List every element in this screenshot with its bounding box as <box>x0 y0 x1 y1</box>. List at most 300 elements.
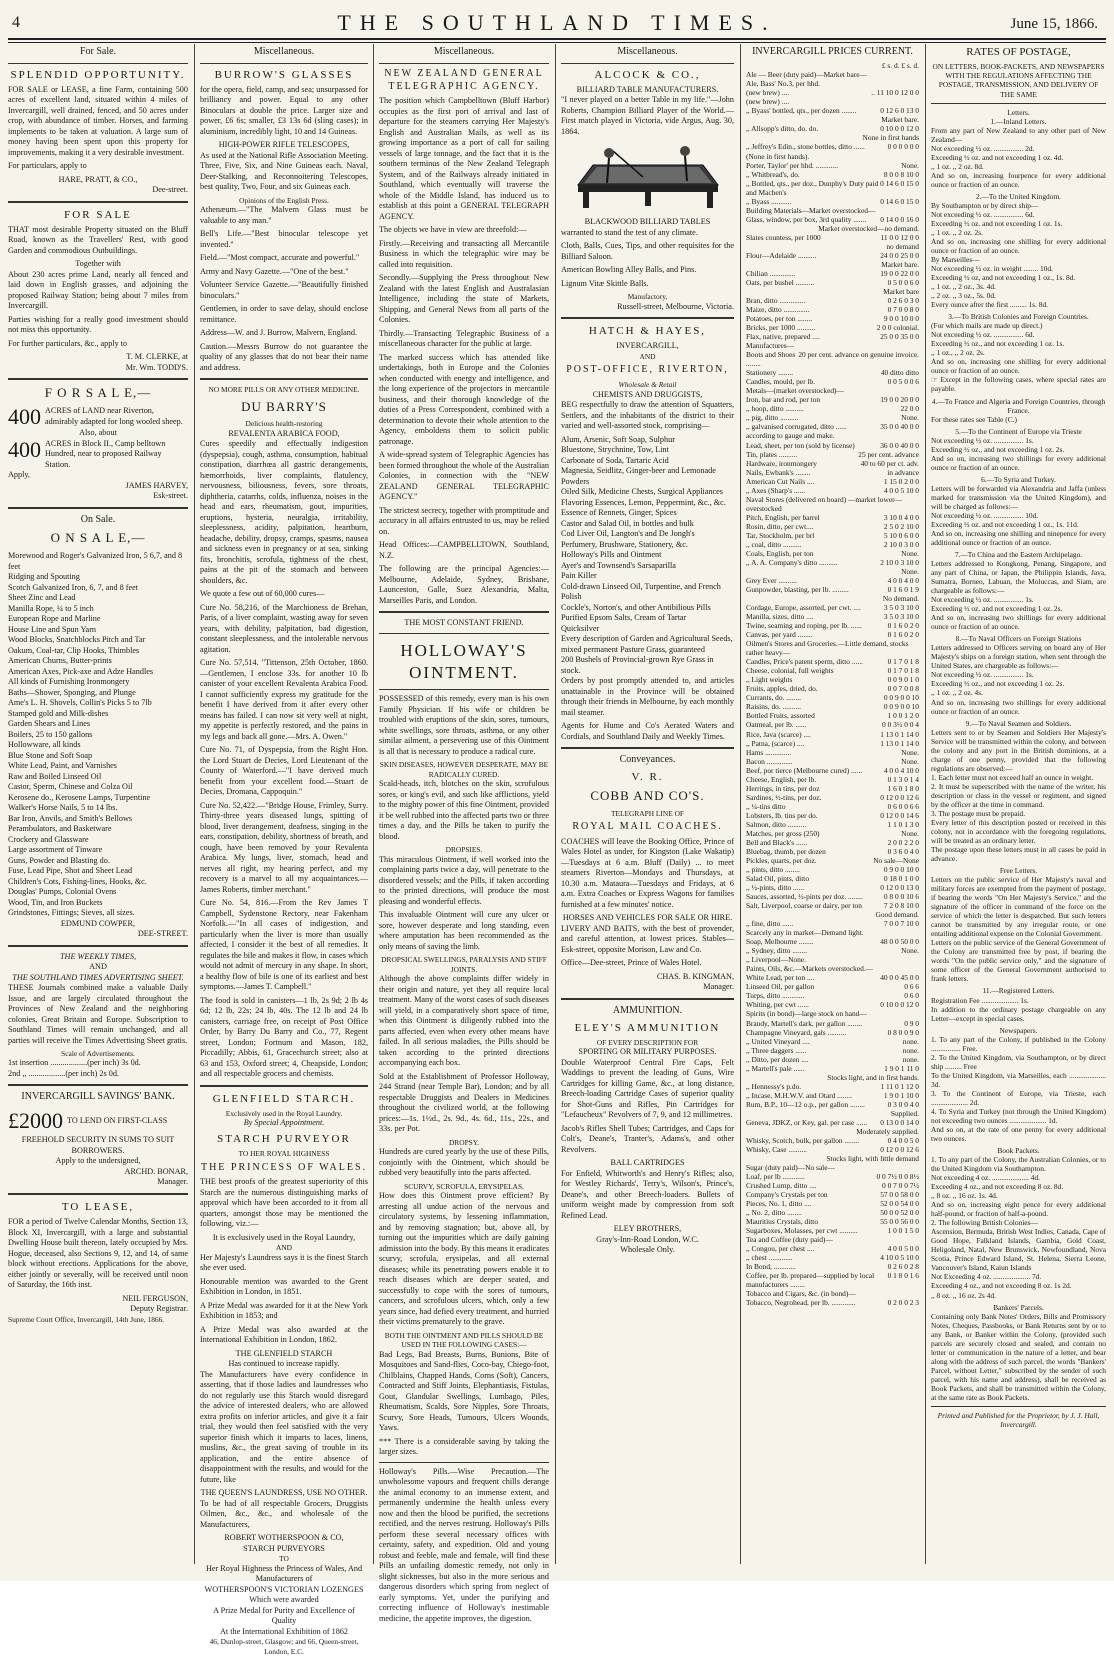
price-item: overstocked <box>746 503 782 513</box>
price-item: Gunpowder, blasting, per lb. ......... <box>746 585 849 594</box>
ad-agent: JAMES HARVEY, <box>125 480 188 490</box>
price-item: Loaf, per lb ............ <box>746 1172 805 1182</box>
price-item: Cordage, Europe, assorted, per cwt. .... <box>746 603 861 613</box>
subsection-title: 6.—To Syria and Turkey. <box>981 474 1056 484</box>
ad-footer: Supreme Court Office, Invercargill, 14th June, 1866. <box>8 1314 165 1324</box>
ad-agent-address: Deputy Registrar. <box>130 1304 188 1313</box>
price-row <box>746 838 919 847</box>
price-item: Candles, mould, per lb. <box>746 377 815 387</box>
price-item: ,, A. A. Company's ditto .......... <box>746 557 838 567</box>
column-2 <box>200 44 368 1656</box>
price-value: 0 8 0 0 10 6 <box>883 892 919 902</box>
price-row <box>746 603 919 612</box>
price-row <box>746 973 919 982</box>
price-item: Twine, seaming and roping, per lb. ...... <box>746 621 862 631</box>
price-item: according to gauge and make. <box>746 431 835 441</box>
price-item: Oatmeal, per lb. ...... <box>746 720 807 730</box>
price-item: Manufactures— <box>746 341 795 351</box>
price-row <box>746 260 919 269</box>
list-item: Kerosene do., Kerosene Lamps, Turpentine <box>8 792 151 802</box>
price-value: Stocks light, with little demand <box>826 1153 919 1163</box>
ad-body: Parties wishing for a really good investment should not miss this opportunity. <box>8 314 188 335</box>
price-value: 3 5 0 3 10 0 <box>883 603 919 613</box>
price-item: Slates countess, per 1000 <box>746 232 821 242</box>
section-subtitle: ON LETTERS, BOOK-PACKETS, AND NEWSPAPERS WITH THE REGULATIONS AFFECTING THE POSTAGE, TRANSMISSION, AND DELIVERY OF THE SAME <box>932 62 1105 99</box>
price-value: 0 1 7 0 1 8 <box>887 666 919 676</box>
ad-body: Cure No. 58,216, of the Marchioness de Brehan, Paris, of a liver complaint, wasting away for seven years, with debility, palpitation, bad digestion, constant sleeplessness, and the intolerable nervous agitation. <box>200 602 368 654</box>
ad-body: THAT most desirable Property situated on the Bluff Road, known as the Travellers' Rest, with good Garden and commodious Outbuildings. <box>8 224 188 255</box>
list-item: Sheet Zinc and Lead <box>8 593 76 602</box>
price-value: none. <box>902 1036 919 1046</box>
price-value: 25 0 0 35 0 0 <box>880 332 919 342</box>
ad-subtitle: THE GLENFIELD STARCH <box>235 1348 333 1358</box>
price-row <box>746 1037 919 1046</box>
price-row <box>746 224 919 233</box>
price-item: ,, ½-pints, ditto ...... <box>746 883 805 893</box>
ad-text: Has continued to increase rapidly. <box>228 1359 340 1369</box>
postage-rates: Letters will be forwarded via Alexandria and Jaffa (unless marked for transmission via the United Kingdom), and will be charged as follows:— Not exceeding ½ oz. ................ 10d. Exceeding ½ oz. and not exceeding 1 oz., 1s. 11d. And so on, increasing one shilling and ninepence for every additional ounce or fraction of an ounce. <box>931 483 1106 547</box>
ad-body: Cure No. 54, 816.—From the Rev James T Campbell, Sydenstone Rectory, near Fakenham Norfolk.—"In all cases of indigestion, and particularly when the liver is more than usually affected, I consider it the best of all remedies. It regulates the bile and makes it flow, in cases which would not admit of mercury in any shape. In short, a healthy flow of bile is one of its earliest and best symptoms.—James T. Campbell." <box>200 898 368 992</box>
price-value: 8 0 0 8 10 0 <box>883 169 919 179</box>
price-item: ,, Sydney, ditto ........ <box>746 946 808 956</box>
list-item: American Churns, Butter-prints <box>8 656 112 665</box>
price-row <box>746 901 919 910</box>
ad-body: BEG respectfully to draw the attention of Squatters, Settlers, and the inhabitants of the district to their varied and well-assorted stock, comprising— <box>561 400 734 431</box>
column-rule <box>925 44 926 1564</box>
price-row <box>746 377 919 386</box>
list-item: Carbonate of Soda, Tartaric Acid <box>561 455 669 465</box>
ad-subtitle: SCURVY, SCROFULA, ERYSIPELAS. <box>404 1181 524 1191</box>
price-item: In Bond, ............ <box>746 1262 796 1272</box>
price-value: 0 12 6 0 13 0 <box>880 106 919 116</box>
price-value: 0 12 0 0 14 6 <box>880 810 919 820</box>
price-item: Pickles, quarts, per doz. <box>746 855 817 865</box>
price-value: in advance <box>887 467 919 477</box>
ad-agent: NEIL FERGUSON, <box>122 1293 188 1303</box>
newspaper-title: THE SOUTHLAND TIMES. <box>337 10 777 35</box>
price-row <box>746 1289 919 1298</box>
price-row <box>746 955 919 964</box>
price-row <box>746 1271 919 1289</box>
ad-subtitle: Delicious health-restoring <box>245 419 323 429</box>
list-item: Fuse, Lead Pipe, Shot and Sheet Lead <box>8 866 133 875</box>
price-value: 40 to 60 per ct. adv. <box>860 458 919 468</box>
price-value: Stocks light, and in first hands. <box>827 1072 919 1082</box>
loan-text: TO LEND ON FIRST-CLASS <box>67 1116 168 1126</box>
list-item: Manilla Rope, ¼ to 5 inch <box>8 603 94 613</box>
ad-text: Her Royal Highness the Princess of Wales, And Manufacturers of <box>205 1563 363 1584</box>
price-value: Market bare. <box>881 115 919 125</box>
list-item: Baths—Shower, Sponging, and Plunge <box>8 687 136 697</box>
price-item: Canvas, per yard ........ <box>746 630 813 640</box>
ad-text: Manufactory, <box>627 292 668 302</box>
price-item: Rice, Java (scarce) .... <box>746 729 811 739</box>
price-value: 0 0 5 0 0 6 <box>887 377 919 387</box>
price-value: none. <box>902 1045 919 1055</box>
price-value: 0 6 6 <box>904 982 919 992</box>
price-item: Oilmen's Stores and Groceries.—Little demand, stocks rather heavy— <box>746 639 909 658</box>
price-item: Metals—(market overstocked)— <box>746 386 844 396</box>
list-item: House Line and Spun Yarn <box>8 624 97 634</box>
price-row <box>746 341 919 350</box>
ad-subtitle: THE PRINCESS OF WALES. <box>200 1161 368 1173</box>
ad-title: FOR SALE <box>64 208 132 221</box>
price-row <box>746 1181 919 1190</box>
column-rule <box>740 44 741 1564</box>
price-row <box>746 540 919 549</box>
ad-body: Cure No. 52,422.—"Bridge House, Frimley, Surry. Thirty-three years diseased lungs, spitting of blood, liver derangement, deafness, singing in the ears, constipation, debility, shortness of breath, and cough, have been removed by your Revalenta Arabica. My lungs, liver, stomach, head and nerves all right, my hearing perfect, and my recovery is a marvel to all my acquaintances.—James Roberts, timber merchant." <box>200 800 368 894</box>
ad-text: FREEHOLD SECURITY IN SUMS TO SUIT BORROWERS. <box>21 1135 175 1155</box>
price-row <box>746 1000 919 1009</box>
price-row <box>746 1208 919 1217</box>
ad-subtitle: REVALENTA ARABICA FOOD, <box>228 428 340 438</box>
ad-title: ALCOCK & CO., <box>594 68 701 81</box>
ad-body: For Enfield, Whitworth's and Henry's Rifles; also, for Westley Richards', Terry's, Wilson's, Prince's, Deane's, and other Breech-loaders. Bullets of uniform weight made by compression from soft Refined Lead. <box>561 1168 734 1220</box>
price-value: None. <box>901 160 919 170</box>
subsection-title: 11.—Registered Letters. <box>982 986 1055 996</box>
price-row <box>746 142 919 151</box>
price-item: ,, pints, ditto ........ <box>746 864 800 874</box>
billiard-table-illustration <box>573 143 723 211</box>
price-value: 0 0 7 0 0 7½ <box>882 1181 919 1191</box>
ad-body: American Bowling Alley Balls, and Pins. <box>561 265 697 275</box>
price-value: 1 11 0 1 12 0 <box>880 1081 919 1091</box>
price-row <box>746 1064 919 1073</box>
price-row <box>746 630 919 639</box>
divider <box>561 317 734 319</box>
price-value: 11 0 0 12 0 0 <box>880 232 919 242</box>
ad-title: BURROW'S GLASSES <box>214 68 354 81</box>
price-row <box>746 368 919 377</box>
price-item: ,, Congou, per chest .... <box>746 1244 815 1254</box>
subsection-title: 3.—To British Colonies and Foreign Countries. <box>948 312 1089 322</box>
price-row <box>746 802 919 811</box>
price-row <box>746 702 919 711</box>
price-row <box>746 675 919 684</box>
price-row <box>746 1073 919 1082</box>
list-item: Douglas' Pumps, Colonial Ovens <box>8 887 117 896</box>
price-row <box>746 720 919 729</box>
price-row <box>746 1262 919 1271</box>
price-item: Maize, ditto .............. <box>746 305 810 315</box>
ad-title: ELEY'S AMMUNITION <box>574 1021 721 1034</box>
price-row <box>746 811 919 820</box>
price-item: Tea and Coffee (duty paid)— <box>746 1235 833 1245</box>
divider <box>379 689 549 690</box>
price-row <box>746 79 919 88</box>
price-row <box>746 829 919 838</box>
price-row <box>746 413 919 422</box>
price-item: Manilla, sizes, ditto .... <box>746 612 814 622</box>
list-item: Guns, Powder and Blasting do. <box>8 855 110 865</box>
price-row <box>746 847 919 856</box>
price-row <box>746 856 919 865</box>
ad-title: HATCH & HAYES, <box>588 325 707 338</box>
price-row <box>746 1163 919 1172</box>
price-value: None. <box>901 747 919 757</box>
price-item: ,, United Vineyard .... <box>746 1036 810 1046</box>
section-header: Miscellaneous. <box>253 46 315 57</box>
price-value: 0 8 0 0 9 0 <box>887 1027 919 1037</box>
price-value: Moderately supplied. <box>856 1126 919 1136</box>
price-item: ,, chest ............. <box>746 1253 793 1263</box>
quote: Bell's Life.—"Best binocular telescope yet invented." <box>200 229 368 249</box>
divider <box>200 63 368 64</box>
price-value: 9 0 0 10 0 0 <box>883 314 919 324</box>
list-item: Walker's Horse Nails, 5 to 14 lbs. <box>8 803 118 812</box>
price-value: None. <box>901 548 919 558</box>
price-value: 5 10 0 6 0 0 <box>883 530 919 540</box>
price-value: 1 1 0 1 3 0 <box>887 819 919 829</box>
ad-body: How does this Ointment prove efficient? By arresting all undue action of the nervous and circulatory systems, by lessening inflammation, and by removing stagnation; but, above all, by turning out the impurities which are daily gaining admission into the body. By this means it eradicates scurvy, scrofula, erysipelas, and all external diseases; while its penetrating powers enable it to reach diseases which are deeper seated, and successfully to cope with the sores of tumours, cancers, and scrofulous ulcers, which, only a few years since, had defied every treatment, and hurried their victims prematurely to the grave. <box>379 1191 549 1327</box>
price-item: Matches, per gross (250) <box>746 828 820 838</box>
price-item: Flour—Adelaide .......... <box>746 250 817 260</box>
ad-subtitle: TO HER ROYAL HIGHNESS <box>238 1149 330 1159</box>
ad-title: DU BARRY'S <box>241 398 327 414</box>
price-row <box>746 395 919 404</box>
price-row <box>746 70 919 79</box>
ad-title: TO LEASE, <box>61 1200 135 1213</box>
price-item: Bricks, per 1000 .......... <box>746 323 816 333</box>
price-row <box>746 730 919 739</box>
price-row <box>746 775 919 784</box>
ad-agent: CHAS. B. KINGMAN, <box>656 971 734 981</box>
price-value: Market bare. <box>881 259 919 269</box>
ad-body: for the opera, field, camp, and sea; unsurpassed for brilliancy and power. Equal to any other Binoculars at double the price. Larger size and power, £6 6s; smaller, £3 13s 6d (sling cases); in aluminium, incredibly light, 10 and 14 Guineas. <box>200 84 368 136</box>
price-value: 40 0 0 45 0 0 <box>880 973 919 983</box>
list-item: Alum, Arsenic, Soft Soap, Sulphur <box>561 434 675 444</box>
section-header: For Sale. <box>79 46 117 57</box>
section-header: AMMUNITION. <box>612 1004 683 1016</box>
price-item: ,, Martell's pale ...... <box>746 1063 805 1073</box>
ad-body: Holloway's Pills.—Wise Precaution.—The unwholesome vapours and frequent chills derange the animal economy to an immense extent, and permanently undermine the health unless every now and then the blood be purified, the secretions rectified, and the nerves restrung. Holloway's Pills perform these several necessary offices with certainty, safety, and expedition. Old and young robust and feeble, male and female, will find these Pills an unfailing domestic remedy, not only in slight sicknesses, but also in the more serious and dangerous disorders which spring from neglect of early symptoms. Yet, under the purifying and correcting influence of Holloway's inestimable medicine, the appetite improves, the digestion. <box>379 1466 549 1623</box>
price-row <box>746 161 919 170</box>
price-row <box>746 124 919 133</box>
price-item: Beef, por tierce (Melbourne cured) ...... <box>746 765 863 775</box>
ad-subtitle: By Special Appointment. <box>243 1118 325 1128</box>
price-value: 0 0 0 0 0 0 <box>887 142 919 152</box>
price-row <box>746 296 919 305</box>
postage-rates: From any part of New Zealand to any other part of New Zealand— Not exceeding ½ oz. ................ 2d. Exceeding ½ oz. and not exceeding 1 oz. 4d. ,, 1 oz. ,, 2 oz. 8d. And so on, increasing fourpence for every additional ounce or fraction of an ounce. <box>931 125 1106 189</box>
divider <box>931 1406 1106 1407</box>
list-item: Boilers, 25 to 150 gallons <box>8 729 93 739</box>
price-item: Oats, per bushel .......... <box>746 277 815 287</box>
ad-subtitle: POST-OFFICE, RIVERTON, <box>566 364 729 376</box>
ad-body: Bad Legs, Bad Breasts, Burns, Bunions, Bite of Mosquitoes and Sand-flies, Coco-bay, Chiego-foot, Chilblains, Chapped Hands, Corns (Soft), Cancers, Contracted and Stiff Joints, Elephantiasis, Fistulas, Gout, Glandular Swellings, Lumbago, Piles, Rheumatism, Scalds, Sore Nipples, Sore Throats, Scurvy, Sore Heads, Tumours, Ulcers Wounds, Yaws. <box>379 1349 549 1433</box>
price-row <box>746 477 919 486</box>
ad-subtitle: NO MORE PILLS OR ANY OTHER MEDICINE. <box>208 385 360 395</box>
price-row <box>746 1009 919 1018</box>
price-row <box>746 332 919 341</box>
list-item: Ame's L. H. Shovels, Collin's Picks 5 to 7lb <box>8 698 152 707</box>
divider <box>8 507 188 509</box>
price-value: 0 1 3 0 1 4 <box>887 774 919 784</box>
ad-body: Honourable mention was awarded to the Grent Exhibition in London, in 1851. <box>200 1276 368 1297</box>
ad-body: A Prize Medal was awarded for it at the New York Exhibition in 1853; and <box>200 1300 368 1321</box>
list-item: Hollowware, all kinds <box>8 740 81 749</box>
ad-subtitle: ROYAL MAIL COACHES. <box>572 821 723 833</box>
ad-subtitle: STARCH PURVEYOR <box>217 1132 351 1145</box>
price-item: Tobacco and Cigars, &c. (in bond)— <box>746 1289 856 1299</box>
price-value: 35 0 0 40 0 0 <box>880 422 919 432</box>
price-row <box>746 910 919 919</box>
price-row <box>746 621 919 630</box>
rate-line: 1st insertion ..................(per inch) 3s 0d. <box>8 1058 141 1068</box>
quote: Athenæum.—"The Malvern Glass must be valuable to any man." <box>200 205 368 225</box>
postage-rates: Letters addressed to Officers serving on board any of Her Majesty's ships on a foreign station, when sent through the United States, are chargeable as follows:— Not exceeding ½ oz. ................ 1s. Exceeding ½ oz., and not exceeding 1 oz. 2s. ,, 1 oz. ,, 2 oz. 4s. And so on, increasing two shillings for every additional ounce or fraction of an ounce. <box>931 643 1106 716</box>
ad-text: AND <box>639 351 656 361</box>
price-row <box>746 386 919 395</box>
list-item: Every description of Garden and Agricultural Seeds, mixed permanent Pasture Grass, guaranteed <box>561 634 733 654</box>
ad-body: *** There is a considerable saving by taking the larger sizes. <box>379 1436 549 1457</box>
price-value: None. <box>901 946 919 956</box>
ad-body: POSSESSED of this remedy, every man is his own Family Physician. If his wife or children be troubled with eruptions of the skin, sores, tumours, white swellings, sore throats, asthma, or any other similar ailment, a persevering use of this Ointment is all that is necessary to produce a radical cure. <box>379 694 549 756</box>
list-item: Grindstones, Fittings; Sieves, all sizes. <box>8 908 135 917</box>
price-row <box>746 431 919 440</box>
price-value: 36 0 0 40 0 0 <box>880 440 919 450</box>
price-value: Market overstocked—no demand. <box>818 223 919 233</box>
price-item: Bacon .............. <box>746 756 793 766</box>
ad-subtitle: Opinions of the English Press. <box>239 195 329 205</box>
price-value: 0 1 7 0 1 8 <box>887 657 919 667</box>
ad-body: Her Majesty's Laundress says it is the finest Starch she ever used. <box>200 1252 368 1273</box>
masthead-rule <box>8 38 1106 43</box>
price-item: Building Materials—Market overstocked— <box>746 205 876 215</box>
list-item: Blue Stone and Soft Soap <box>8 750 93 760</box>
price-row <box>746 1028 919 1037</box>
price-value: 0 0 7 0 0 8 <box>887 684 919 694</box>
price-value: 0 12 0 0 12 6 <box>880 792 919 802</box>
price-value: 0 9 0 <box>904 1018 919 1028</box>
ad-agent-address: Gray's-Inn-Road London, W.C. <box>596 1234 699 1244</box>
postage-rates: (For which mails are made up direct.) Not exceeding ½ oz. ................ 6d. Exceeding ½ oz., and not exceeding 1 oz. 1s. ,, 1 oz., ,, 2 oz. 2s. And so on, increasing one shilling for every additional ounce or fraction of an ounce. ☞ Except in the following cases, where special rates are payable. <box>931 321 1106 394</box>
ad-body: Cures speedily and effectually indigestion (dyspepsia), cough, asthma, consumption, habitual constipation, diarrhœa all gastric derangements, hæmorrhoids, liver complaints, flatulency, nervousness, biliousness, fevers, sore throats, diphtheria, catarrhs, colds, influenza, noises in the head and ears, rheumatism, gout, impurities, eruptions, hysteria, neuralgia, irritability, sleeplessness, acidity, palpitation, heartburn, headache, debility, dropsy, cramps, spasms, nausea and sickness even in pregnancy or at sea, sinking fits, bronchitis, scrofula, tightness of the chest, pains at the pit of the stomach and between shoulders, &c. <box>200 439 368 585</box>
imprint: Printed and Published for the Proprietor, by J. J. Hall, Invercargill. <box>937 1410 1100 1429</box>
price-row <box>746 350 919 368</box>
price-value: 2 5 0 2 10 0 <box>883 521 919 531</box>
price-value: 0 2 6 0 2 8 <box>887 1262 919 1272</box>
list-item: Oakum, Coal-tar, Clip Hooks, Thimbles <box>8 645 140 655</box>
ad-body: Double Waterproof Central Fire Caps, Felt Waddings to prevent the leading of Guns, Wire Cartridges for killing Game, &c., at long distance, Breech-loading Cartridge Cases of superior quality for Shot-Guns and Rifles, Pin Cartridges for "Lefaucheux" Revolvers of 7, 9, and 12 millimetres. <box>561 1057 734 1120</box>
masthead <box>0 10 1114 40</box>
price-value: Supplied. <box>890 1108 919 1118</box>
acreage-block <box>8 436 188 471</box>
price-row <box>746 558 919 567</box>
price-row <box>746 585 919 594</box>
price-item: Coals, English, per ton <box>746 548 814 558</box>
price-row <box>746 450 919 459</box>
ad-subtitle: SPORTING OR MILITARY PURPOSES. <box>578 1047 717 1057</box>
divider <box>8 1193 188 1195</box>
ad-body: THE best proofs of the greatest superiority of this Starch are the numerous distinguishing marks of approval which have been accorded to it from all quarters, amongst those may be mentioned the following, viz.:— <box>200 1177 368 1229</box>
subsection-title: 4.—To France and Algeria and Foreign Countries, through France. <box>931 396 1106 415</box>
royal-cypher: V. R. <box>631 770 664 783</box>
price-table <box>746 70 919 1307</box>
price-row <box>746 576 919 585</box>
ad-body: This miraculous Ointment, if well worked into the complaining parts twice a day, will penetrate to the disordered vessels; and the Pills, if taken according to the printed directions, will produce the most pleasing and wonderful effects. <box>379 854 549 906</box>
price-value: 1 9 0 1 10 0 <box>883 1090 919 1100</box>
price-item: Bluebag, thumb, per dozen <box>746 846 826 856</box>
price-value: None. <box>901 756 919 766</box>
price-row <box>746 874 919 883</box>
price-item: Soap, Melbourne ........ <box>746 937 814 947</box>
price-item: ,, Incase, M.H.W.V. and Otard ........ <box>746 1090 852 1100</box>
price-row <box>746 242 919 251</box>
divider <box>200 378 368 380</box>
price-row <box>746 928 919 937</box>
price-row <box>746 1199 919 1208</box>
postage-rates: Letters addressed to Kongkong, Penang, Singapore, and any part of China, or Japan, the Philippin Islands, Java, Sumatra, Borneo, Labuan, the Moluccas, and Siam, are chargeable as follows:— Not exceeding ½ oz. ................ 1s. Exceeding ½ oz. and not exceeding 1 oz. 2s. And so on, increasing two shillings for every additional ounce or fraction of an ounce. <box>931 559 1106 632</box>
price-row <box>746 1172 919 1181</box>
divider <box>8 63 188 64</box>
ad-body: Gentlemen, in order to save delay, should enclose remittance. <box>200 304 368 324</box>
subsection-title: 1.—Inland Letters. <box>990 116 1047 126</box>
price-value: 4 0 0 4 0 0 <box>887 575 919 585</box>
ad-body: Firstly.—Receiving and transacting all Mercantile Business in which the telegraphic wire may be called into requisition. <box>379 238 549 269</box>
ad-body: Orders by post promptly attended to, and articles unattainable in the Province will be obtained through their friends in Melbourne, by each monthly mail steamer. <box>561 676 734 717</box>
list-item: Children's Cots, Fishing-lines, Hooks, &c. <box>8 876 147 886</box>
list-item: Purified Epsom Salts, Cream of Tartar <box>561 613 687 623</box>
ad-subtitle: BOTH THE OINTMENT AND PILLS SHOULD BE USED IN THE FOLLOWING CASES:— <box>384 1330 544 1350</box>
price-row <box>746 748 919 757</box>
ad-body: Thirdly.—Transacting Telegraphic Business of a miscellaneous character for the public at large. <box>379 328 549 349</box>
price-item: Stationery ........ <box>746 368 794 378</box>
ad-text: AND <box>89 962 107 971</box>
price-value: 0 6 0 <box>904 991 919 1001</box>
price-row <box>746 1091 919 1100</box>
divider <box>561 998 734 1000</box>
ad-subtitle: DROPSIES. <box>445 845 483 855</box>
price-row <box>746 251 919 260</box>
price-value: none. <box>902 1054 919 1064</box>
ad-title: F O R S A L E,— <box>44 385 152 401</box>
list-item: Bluestone, Strychnine, Tow, Lint <box>561 445 669 455</box>
price-value: 0 7 0 0 8 0 <box>887 305 919 315</box>
ad-title: HOLLOWAY'S OINTMENT. <box>400 640 528 682</box>
price-row <box>746 115 919 124</box>
price-row <box>746 323 919 332</box>
price-item: Company's Crystals per ton <box>746 1190 828 1200</box>
price-value: 0 1 6 0 2 0 <box>887 630 919 640</box>
ad-body: The marked success which has attended like undertakings, both in Europe and the Colonies when conducted with energy and intelligence, and the long experience of the projectors in mercantile business, and their thorough knowledge of the duties of a Press Correspondent, combined with a determination to devote their whole attention to the Agency, emboldens them to solicit public patronage. <box>379 352 549 446</box>
price-row <box>746 883 919 892</box>
ad-text: Also, about <box>79 428 117 438</box>
subsection-title: 5.—To the Continent of Europe via Trieste <box>955 426 1082 436</box>
ad-body: Head Offices:—CAMPBELLTOWN, Southland, N.Z. <box>379 540 549 560</box>
ad-agent: ELEY BROTHERS, <box>613 1224 682 1234</box>
price-row <box>746 711 919 720</box>
ad-text: Apply to the undersigned, <box>55 1156 141 1166</box>
ad-subtitle: INVERCARGILL, <box>616 341 679 351</box>
price-row <box>746 1154 919 1163</box>
price-value: 55 0 0 56 0 0 <box>880 1217 919 1227</box>
price-value: 20 per cent. advance on genuine invoice. <box>798 350 919 360</box>
price-value: None. <box>901 828 919 838</box>
list-item: Castor, Sperm, Chinese and Colza Oil <box>8 782 133 791</box>
price-row <box>746 206 919 215</box>
price-row <box>746 1235 919 1244</box>
price-value: 19 0 0 20 0 0 <box>880 395 919 405</box>
price-item: ,, No. 2, ditto ........ <box>746 1208 802 1218</box>
price-item: ,, Axes (Sharp's ...... <box>746 485 806 495</box>
price-row <box>746 739 919 748</box>
ad-body: FOR a period of Twelve Calendar Months, Section 13, Block XI, Invercargill, with a large and substantial Dwelling House built thereon, lately occupied by Mrs. Hogue, deceased, also Sections 9, 12, and 14, of same block without erections. Applications for the above, either jointly or severally, will be received until noon of Saturday, the 16th inst. <box>8 1217 188 1289</box>
price-row <box>746 513 919 522</box>
price-value: No sale—None <box>873 855 919 865</box>
ad-body: For particulars, apply to <box>8 161 87 171</box>
postage-rates: For these rates see Table (C.) <box>931 414 1017 424</box>
ad-subtitle: DROPSICAL SWELLINGS, PARALYSIS AND STIFF JOINTS. <box>381 955 547 974</box>
